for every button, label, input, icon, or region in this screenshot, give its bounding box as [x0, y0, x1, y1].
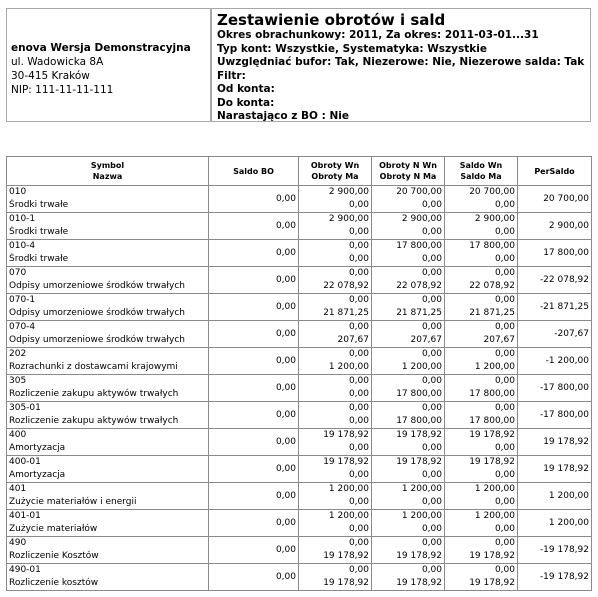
cell-saldo-wn: 19 178,92 [469, 457, 515, 467]
company-name: enova Wersja Demonstracyjna [11, 42, 191, 54]
cell-saldo-wn: 19 178,92 [469, 430, 515, 440]
cell-obroty [299, 375, 372, 402]
cell-symbol: 202 [9, 349, 27, 359]
cell-obroty-n-ma: 0,00 [421, 254, 442, 264]
cell-obroty-n [372, 375, 445, 402]
cell-saldo-wn: 0,00 [494, 538, 515, 548]
cell-saldo [445, 537, 518, 564]
header-symbol-nazwa [7, 157, 209, 186]
cell-obroty-wn: 2 900,00 [328, 187, 369, 197]
cell-obroty-wn: 1 200,00 [328, 511, 369, 521]
cell-saldo [445, 186, 518, 213]
cell-saldo-ma: 19 178,92 [469, 551, 515, 561]
cell-obroty-wn: 19 178,92 [323, 430, 369, 440]
cell-nazwa: Amortyzacja [9, 443, 66, 453]
cell-account [7, 321, 209, 348]
cell-symbol: 401 [9, 484, 27, 494]
cell-obroty-n-wn: 0,00 [421, 268, 442, 278]
table-row [7, 402, 592, 429]
report-buffer-options: Uwzględniać bufor: Tak, Niezerowe: Nie, Niezerowe salda: Tak [217, 56, 585, 68]
cell-obroty-ma: 0,00 [348, 416, 369, 426]
cell-obroty-ma: 0,00 [348, 227, 369, 237]
company-street: ul. Wadowicka 8A [11, 56, 104, 68]
cell-obroty-ma: 21 871,25 [323, 308, 369, 318]
cell-obroty [299, 510, 372, 537]
cell-nazwa: Odpisy umorzeniowe środków trwałych [9, 281, 185, 291]
cell-obroty-ma: 0,00 [348, 497, 369, 507]
table-row [7, 456, 592, 483]
cell-obroty [299, 483, 372, 510]
cell-saldo-bo: 0,00 [209, 402, 299, 429]
cell-saldo-ma: 0,00 [494, 470, 515, 480]
cell-saldo-wn: 0,00 [494, 376, 515, 386]
cell-symbol: 070 [9, 268, 27, 278]
cell-saldo [445, 375, 518, 402]
table-row [7, 375, 592, 402]
cell-saldo-bo: 0,00 [209, 348, 299, 375]
cell-symbol: 400 [9, 430, 27, 440]
cell-nazwa: Zużycie materiałów i energii [9, 497, 137, 507]
cell-saldo-bo: 0,00 [209, 294, 299, 321]
table-row [7, 429, 592, 456]
cell-saldo-wn: 0,00 [494, 268, 515, 278]
cell-obroty-wn: 0,00 [348, 403, 369, 413]
company-nip: NIP: 111-11-11-111 [11, 84, 114, 96]
cell-obroty-n-wn: 1 200,00 [401, 511, 442, 521]
cell-obroty-n [372, 348, 445, 375]
cell-saldo-ma: 0,00 [494, 254, 515, 264]
cell-obroty-wn: 0,00 [348, 565, 369, 575]
cell-obroty-n [372, 267, 445, 294]
cell-nazwa: Środki trwałe [9, 254, 69, 264]
cell-saldo-wn: 1 200,00 [474, 511, 515, 521]
report-cumulative: Narastająco z BO : Nie [217, 110, 349, 122]
cell-nazwa: Zużycie materiałów [9, 524, 98, 534]
cell-persaldo: 17 800,00 [518, 240, 592, 267]
cell-obroty-wn: 0,00 [348, 322, 369, 332]
cell-obroty-n-wn: 0,00 [421, 538, 442, 548]
cell-obroty [299, 537, 372, 564]
cell-obroty [299, 294, 372, 321]
cell-saldo-ma: 17 800,00 [469, 416, 515, 426]
cell-obroty-n-wn: 20 700,00 [396, 187, 442, 197]
cell-saldo-bo: 0,00 [209, 213, 299, 240]
cell-persaldo: 19 178,92 [518, 456, 592, 483]
cell-persaldo: -17 800,00 [518, 402, 592, 429]
cell-saldo-wn: 0,00 [494, 565, 515, 575]
cell-saldo-ma: 0,00 [494, 524, 515, 534]
cell-obroty-n-ma: 0,00 [421, 443, 442, 453]
cell-nazwa: Rozliczenie zakupu aktywów trwałych [9, 389, 179, 399]
cell-symbol: 490-01 [9, 565, 41, 575]
cell-saldo-bo: 0,00 [209, 483, 299, 510]
cell-saldo [445, 267, 518, 294]
cell-saldo [445, 483, 518, 510]
cell-saldo [445, 429, 518, 456]
cell-obroty-n [372, 186, 445, 213]
cell-obroty-n-ma: 0,00 [421, 497, 442, 507]
cell-obroty-wn: 0,00 [348, 349, 369, 359]
cell-nazwa: Odpisy umorzeniowe środków trwałych [9, 308, 185, 318]
cell-saldo-ma: 22 078,92 [469, 281, 515, 291]
cell-persaldo: -207,67 [518, 321, 592, 348]
cell-account [7, 510, 209, 537]
cell-obroty-n-ma: 17 800,00 [396, 416, 442, 426]
cell-obroty-ma: 0,00 [348, 443, 369, 453]
table-row [7, 321, 592, 348]
cell-symbol: 401-01 [9, 511, 41, 521]
cell-obroty-n [372, 537, 445, 564]
cell-obroty-n [372, 510, 445, 537]
table-row [7, 564, 592, 591]
cell-obroty-n-ma: 21 871,25 [396, 308, 442, 318]
report-period: Okres obrachunkowy: 2011, Za okres: 2011-03-01...31 [217, 29, 539, 41]
cell-account [7, 267, 209, 294]
header-persaldo: PerSaldo [518, 157, 592, 186]
cell-account [7, 402, 209, 429]
cell-obroty-n-wn: 0,00 [421, 403, 442, 413]
company-city: 30-415 Kraków [11, 70, 90, 82]
cell-saldo-ma: 0,00 [494, 497, 515, 507]
cell-obroty-wn: 0,00 [348, 376, 369, 386]
cell-saldo-bo: 0,00 [209, 186, 299, 213]
cell-account [7, 375, 209, 402]
cell-saldo [445, 456, 518, 483]
cell-persaldo: -19 178,92 [518, 564, 592, 591]
cell-obroty-n-ma: 0,00 [421, 200, 442, 210]
cell-obroty-wn: 0,00 [348, 295, 369, 305]
header-symbol: Symbol [90, 161, 125, 170]
cell-obroty-ma: 22 078,92 [323, 281, 369, 291]
cell-persaldo: 19 178,92 [518, 429, 592, 456]
cell-persaldo: 1 200,00 [518, 483, 592, 510]
cell-symbol: 070-1 [9, 295, 36, 305]
cell-obroty-n-wn: 2 900,00 [401, 214, 442, 224]
cell-saldo-bo: 0,00 [209, 240, 299, 267]
cell-obroty-ma: 1 200,00 [328, 362, 369, 372]
cell-obroty-n-wn: 0,00 [421, 376, 442, 386]
cell-account [7, 564, 209, 591]
report-title: Zestawienie obrotów i sald [217, 11, 446, 29]
cell-obroty [299, 348, 372, 375]
cell-account [7, 537, 209, 564]
cell-nazwa: Amortyzacja [9, 470, 66, 480]
header-saldo [445, 157, 518, 186]
table-row [7, 483, 592, 510]
table-row [7, 294, 592, 321]
cell-account [7, 348, 209, 375]
cell-obroty-ma: 0,00 [348, 470, 369, 480]
cell-persaldo: -17 800,00 [518, 375, 592, 402]
cell-obroty-n-wn: 19 178,92 [396, 457, 442, 467]
report-filter: Filtr: [217, 69, 246, 82]
cell-saldo-bo: 0,00 [209, 564, 299, 591]
cell-persaldo: 1 200,00 [518, 510, 592, 537]
cell-persaldo: 2 900,00 [518, 213, 592, 240]
cell-nazwa: Rozrachunki z dostawcami krajowymi [9, 362, 178, 372]
cell-saldo-wn: 1 200,00 [474, 484, 515, 494]
cell-saldo-wn: 2 900,00 [474, 214, 515, 224]
cell-obroty-wn: 1 200,00 [328, 484, 369, 494]
company-info [6, 8, 211, 122]
cell-saldo [445, 321, 518, 348]
cell-obroty-n [372, 321, 445, 348]
cell-obroty-ma: 0,00 [348, 254, 369, 264]
header-saldo-ma: Saldo Ma [460, 172, 502, 181]
cell-obroty-wn: 0,00 [348, 268, 369, 278]
table-row [7, 510, 592, 537]
cell-saldo-bo: 0,00 [209, 267, 299, 294]
cell-account [7, 213, 209, 240]
cell-obroty-n-wn: 0,00 [421, 349, 442, 359]
header-obroty-n [372, 157, 445, 186]
header-nazwa: Nazwa [92, 172, 123, 181]
cell-obroty-ma: 0,00 [348, 200, 369, 210]
cell-persaldo: 20 700,00 [518, 186, 592, 213]
cell-obroty-n-wn: 1 200,00 [401, 484, 442, 494]
table-row [7, 267, 592, 294]
cell-persaldo: -1 200,00 [518, 348, 592, 375]
cell-saldo-wn: 0,00 [494, 349, 515, 359]
cell-symbol: 010 [9, 187, 27, 197]
header-saldo-bo: Saldo BO [209, 157, 299, 186]
cell-nazwa: Rozliczenie kosztów [9, 578, 99, 588]
cell-obroty [299, 186, 372, 213]
cell-saldo-ma: 21 871,25 [469, 308, 515, 318]
cell-saldo-bo: 0,00 [209, 537, 299, 564]
cell-nazwa: Rozliczenie zakupu aktywów trwałych [9, 416, 179, 426]
cell-obroty-ma: 19 178,92 [323, 578, 369, 588]
cell-obroty-ma: 0,00 [348, 524, 369, 534]
cell-saldo-bo: 0,00 [209, 321, 299, 348]
cell-saldo-bo: 0,00 [209, 456, 299, 483]
cell-saldo-wn: 0,00 [494, 403, 515, 413]
cell-saldo-ma: 19 178,92 [469, 578, 515, 588]
cell-obroty-n [372, 294, 445, 321]
cell-saldo-bo: 0,00 [209, 510, 299, 537]
cell-obroty-n-ma: 17 800,00 [396, 389, 442, 399]
cell-obroty [299, 240, 372, 267]
cell-symbol: 400-01 [9, 457, 41, 467]
cell-obroty [299, 213, 372, 240]
cell-obroty-n-ma: 19 178,92 [396, 578, 442, 588]
cell-obroty-n [372, 564, 445, 591]
cell-saldo-wn: 0,00 [494, 295, 515, 305]
cell-saldo-wn: 20 700,00 [469, 187, 515, 197]
cell-obroty [299, 456, 372, 483]
cell-obroty-n-ma: 1 200,00 [401, 362, 442, 372]
cell-obroty [299, 564, 372, 591]
balance-table [6, 156, 592, 591]
cell-symbol: 010-1 [9, 214, 36, 224]
cell-saldo-bo: 0,00 [209, 429, 299, 456]
cell-persaldo: -21 871,25 [518, 294, 592, 321]
table-row [7, 240, 592, 267]
cell-account [7, 429, 209, 456]
table-header-row [7, 157, 592, 186]
cell-nazwa: Odpisy umorzeniowe środków trwałych [9, 335, 185, 345]
cell-saldo-ma: 0,00 [494, 443, 515, 453]
cell-obroty-n-ma: 19 178,92 [396, 551, 442, 561]
cell-obroty-n-wn: 17 800,00 [396, 241, 442, 251]
cell-saldo [445, 213, 518, 240]
table-row [7, 186, 592, 213]
cell-obroty-n [372, 456, 445, 483]
cell-obroty [299, 321, 372, 348]
cell-saldo-ma: 0,00 [494, 227, 515, 237]
cell-obroty-ma: 19 178,92 [323, 551, 369, 561]
cell-saldo [445, 240, 518, 267]
cell-symbol: 305 [9, 376, 27, 386]
cell-account [7, 483, 209, 510]
cell-saldo-wn: 17 800,00 [469, 241, 515, 251]
cell-obroty-n-ma: 0,00 [421, 227, 442, 237]
cell-saldo [445, 510, 518, 537]
cell-obroty-n [372, 429, 445, 456]
cell-obroty-n [372, 402, 445, 429]
cell-saldo [445, 402, 518, 429]
cell-symbol: 490 [9, 538, 27, 548]
report-to-account: Do konta: [217, 96, 275, 109]
header-obroty-n-wn: Obroty N Wn [379, 161, 437, 170]
cell-account [7, 186, 209, 213]
cell-saldo-ma: 17 800,00 [469, 389, 515, 399]
cell-saldo [445, 564, 518, 591]
cell-obroty [299, 429, 372, 456]
cell-obroty-n-ma: 0,00 [421, 524, 442, 534]
table-row [7, 348, 592, 375]
cell-nazwa: Rozliczenie Kosztów [9, 551, 99, 561]
header-saldo-wn: Saldo Wn [459, 161, 503, 170]
cell-account [7, 294, 209, 321]
cell-saldo-wn: 0,00 [494, 322, 515, 332]
cell-obroty [299, 402, 372, 429]
cell-saldo [445, 294, 518, 321]
cell-obroty-wn: 2 900,00 [328, 214, 369, 224]
cell-persaldo: -22 078,92 [518, 267, 592, 294]
cell-obroty-wn: 0,00 [348, 538, 369, 548]
cell-obroty-n-ma: 0,00 [421, 470, 442, 480]
cell-obroty-ma: 207,67 [337, 335, 369, 345]
cell-obroty-wn: 0,00 [348, 241, 369, 251]
report-header [211, 8, 591, 122]
cell-obroty-ma: 0,00 [348, 389, 369, 399]
cell-obroty-n-wn: 0,00 [421, 322, 442, 332]
cell-obroty-n [372, 483, 445, 510]
header-obroty-n-ma: Obroty N Ma [379, 172, 437, 181]
cell-persaldo: -19 178,92 [518, 537, 592, 564]
cell-account [7, 240, 209, 267]
cell-obroty-n [372, 213, 445, 240]
cell-obroty-n-wn: 19 178,92 [396, 430, 442, 440]
cell-symbol: 070-4 [9, 322, 36, 332]
cell-obroty-wn: 19 178,92 [323, 457, 369, 467]
cell-nazwa: Środki trwałe [9, 227, 69, 237]
cell-saldo-ma: 207,67 [483, 335, 515, 345]
table-row [7, 537, 592, 564]
cell-obroty [299, 267, 372, 294]
report-from-account: Od konta: [217, 83, 275, 95]
cell-saldo [445, 348, 518, 375]
cell-saldo-ma: 0,00 [494, 200, 515, 210]
header-obroty-wn: Obroty Wn [310, 161, 360, 170]
cell-obroty-n-wn: 0,00 [421, 565, 442, 575]
cell-account [7, 456, 209, 483]
cell-saldo-ma: 1 200,00 [474, 362, 515, 372]
cell-obroty-n-ma: 22 078,92 [396, 281, 442, 291]
cell-symbol: 010-4 [9, 241, 36, 251]
table-row [7, 213, 592, 240]
report-account-type: Typ kont: Wszystkie, Systematyka: Wszystkie [217, 42, 487, 55]
header-obroty [299, 157, 372, 186]
cell-obroty-n [372, 240, 445, 267]
cell-saldo-bo: 0,00 [209, 375, 299, 402]
cell-obroty-n-ma: 207,67 [410, 335, 442, 345]
cell-obroty-n-wn: 0,00 [421, 295, 442, 305]
cell-symbol: 305-01 [9, 403, 41, 413]
header-obroty-ma: Obroty Ma [311, 172, 359, 181]
cell-nazwa: Środki trwałe [9, 200, 69, 210]
